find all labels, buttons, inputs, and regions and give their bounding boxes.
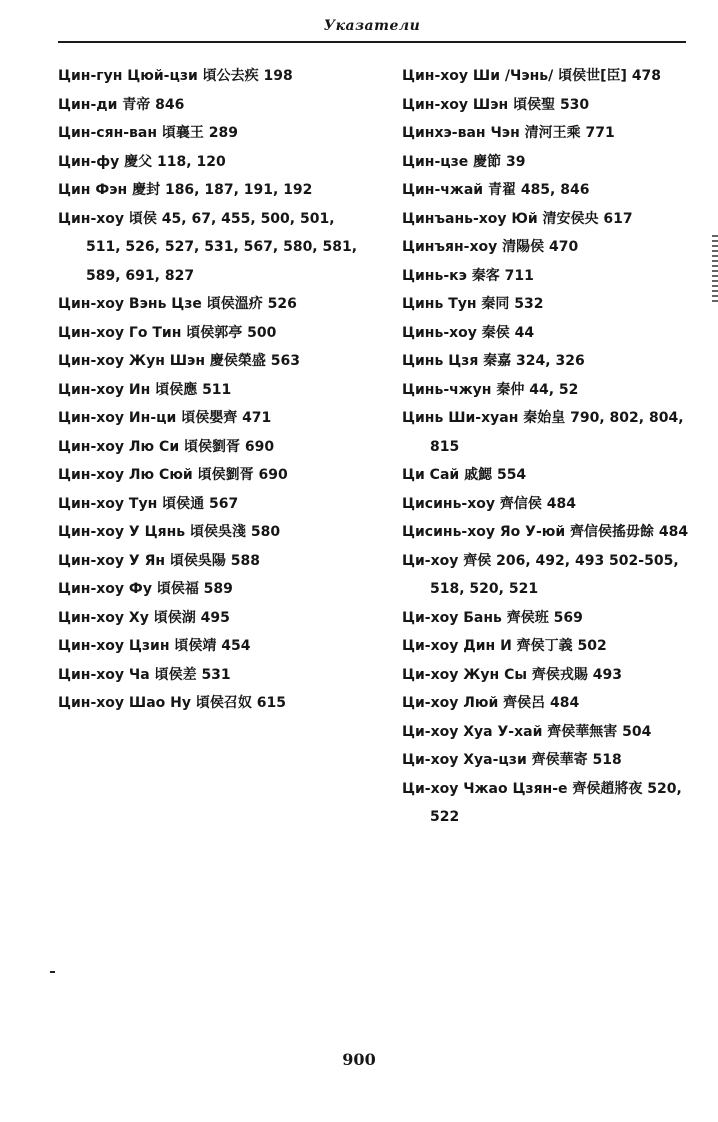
index-entry: Цин-чжай 青翟 485, 846 xyxy=(402,182,590,198)
index-entry: Ци-хоу Люй 齊侯呂 484 xyxy=(402,695,580,711)
index-entry: Цин-цзе 慶節 39 xyxy=(402,153,526,170)
index-entry: Цинь Цзя 秦嘉 324, 326 xyxy=(402,353,585,369)
index-entry: Цин-фу 慶父 118, 120 xyxy=(58,153,226,170)
index-entry: Цин-сян-ван 頃襄王 289 xyxy=(58,125,239,141)
index-entry: Цин-хоу Ху 頃侯湖 495 xyxy=(58,609,230,626)
index-entry: Цин-хоу У Цянь 頃侯吳淺 580 xyxy=(58,524,281,540)
index-entry: Цисинь-хоу Яо У-юй 齊信侯搖毋餘 484 xyxy=(402,524,689,540)
index-entry: Цин-хоу Фу 頃侯福 589 xyxy=(58,581,233,597)
index-entry: Цин-хоу Ши /Чэнь/ 頃侯世[臣] 478 xyxy=(402,68,662,84)
index-entry: Цинь-кэ 秦客 711 xyxy=(402,267,534,284)
index-entry: Цин-хоу Тун 頃侯通 567 xyxy=(58,495,239,512)
right-column xyxy=(402,62,702,832)
index-entry: Ци-хоу Дин И 齊侯丁義 502 xyxy=(402,638,607,654)
print-speck xyxy=(50,971,55,973)
page-number: 900 xyxy=(342,1050,376,1069)
index-entry: Ци-хоу 齊侯 206, 492, 493 502-505, 518, 520, 521 xyxy=(402,552,679,597)
index-entry: Ци-хоу Хуа-цзи 齊侯華寄 518 xyxy=(402,752,622,768)
index-entry: Цин-хоу Ча 頃侯差 531 xyxy=(58,666,231,683)
running-header: Указатели xyxy=(323,18,421,34)
index-entry: Цинь Тун 秦同 532 xyxy=(402,296,544,312)
index-entry: Ци-хоу Бань 齊侯班 569 xyxy=(402,609,583,626)
index-entry: Цин-хоу Шао Ну 頃侯召奴 615 xyxy=(58,695,286,711)
index-entry: Цин-хоу Шэн 頃侯聖 530 xyxy=(402,96,590,113)
index-entry: Цин-хоу Жун Шэн 慶侯榮盛 563 xyxy=(58,353,300,369)
index-entry: Цисинь-хоу 齊信侯 484 xyxy=(402,495,576,512)
index-entry: Цин-хоу Ин-ци 頃侯嬰齊 471 xyxy=(58,410,272,426)
index-entry: Ци Сай 戚鰓 554 xyxy=(402,467,527,483)
index-entry: Цин-хоу У Ян 頃侯吳陽 588 xyxy=(58,552,261,569)
index-entry: Цин-хоу Цзин 頃侯靖 454 xyxy=(58,638,251,654)
index-entry: Цин-гун Цюй-цзи 頃公去疾 198 xyxy=(58,68,293,84)
index-entry: Ци-хоу Жун Сы 齊侯戎賜 493 xyxy=(402,666,622,683)
index-entry: Цинъань-хоу Юй 清安侯央 617 xyxy=(402,210,633,227)
binding-edge-mark xyxy=(712,235,718,305)
index-entry: Цин-хоу Ин 頃侯應 511 xyxy=(58,381,232,398)
index-entry: Цинъян-хоу 清陽侯 470 xyxy=(402,239,579,255)
index-entry: Цин-хоу Го Тин 頃侯郭亭 500 xyxy=(58,324,277,341)
index-entry: Цин Фэн 慶封 186, 187, 191, 192 xyxy=(58,182,313,198)
index-entry: Цин-хоу 頃侯 45, 67, 455, 500, 501, 511, 526, 527, 531, 567, 580, 581, 589, 691, 827 xyxy=(58,210,358,284)
index-entry: Цин-ди 青帝 846 xyxy=(58,96,185,113)
index-entry: Цинь Ши-хуан 秦始皇 790, 802, 804, 815 xyxy=(402,410,684,455)
index-entry: Цин-хоу Лю Сюй 頃侯劉胥 690 xyxy=(58,467,288,483)
index-entry: Цинь-хоу 秦侯 44 xyxy=(402,324,535,341)
header-rule xyxy=(58,41,686,43)
left-column xyxy=(58,62,358,718)
index-entry: Ци-хоу Чжао Цзян-е 齊侯趙將夜 520, 522 xyxy=(402,780,682,825)
index-entry: Цин-хоу Вэнь Цзе 頃侯溫疥 526 xyxy=(58,296,297,312)
index-entry: Цинь-чжун 秦仲 44, 52 xyxy=(402,381,579,398)
index-entry: Цин-хоу Лю Си 頃侯劉胥 690 xyxy=(58,438,275,455)
index-entry: Ци-хоу Хуа У-хай 齊侯華無害 504 xyxy=(402,723,652,740)
index-entry: Цинхэ-ван Чэн 清河王乘 771 xyxy=(402,125,615,141)
